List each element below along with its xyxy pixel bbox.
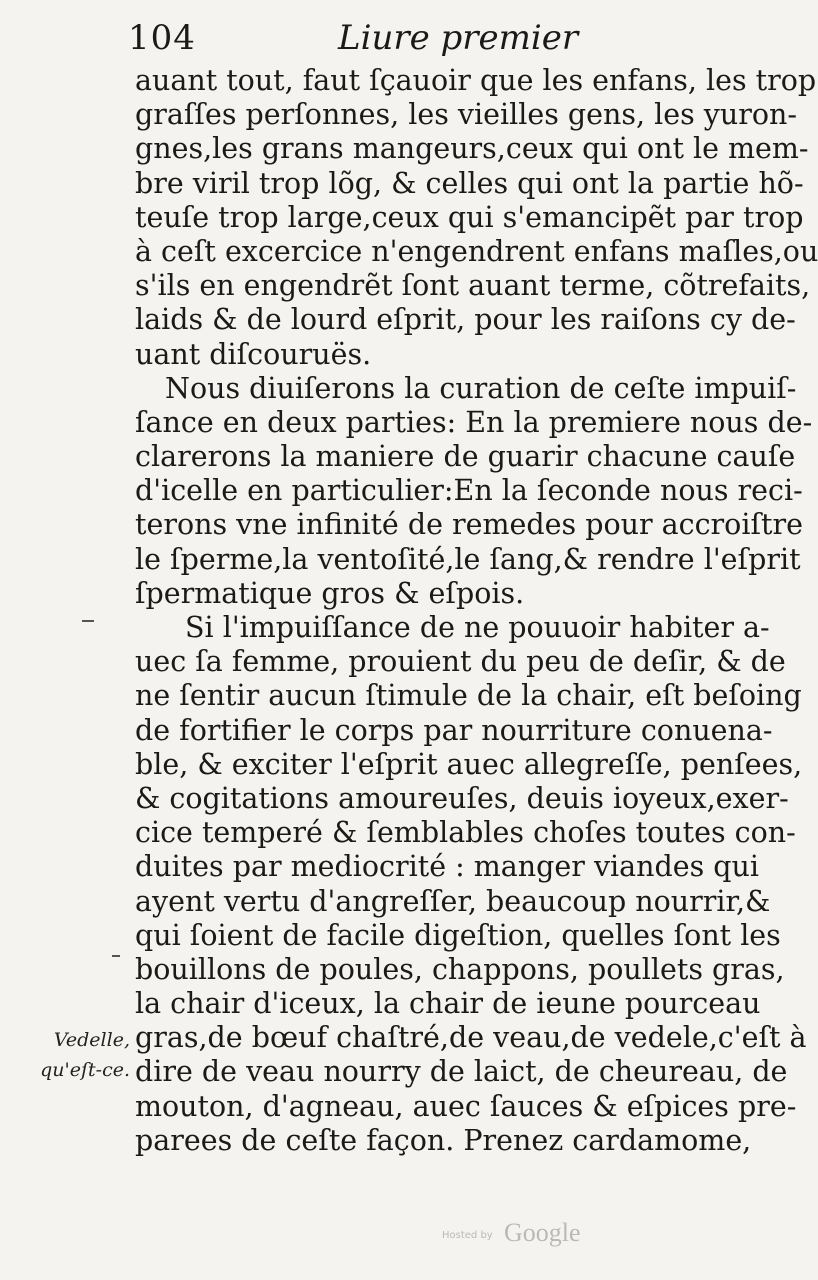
page-number: 104 [128, 18, 196, 58]
running-title: Liure premier [338, 18, 579, 58]
text-line: uec ſa femme, prouient du peu de deſir, & de [135, 645, 786, 679]
margin-tick-mark [82, 620, 94, 622]
text-line: Si l'impuiſſance de ne pouuoir habiter a- [185, 611, 770, 644]
margin-note [30, 1025, 130, 1085]
text-line: & cogitations amoureuſes, deuis ioyeux,exer- [135, 781, 789, 815]
margin-note-line: qu'eſt-ce. [40, 1059, 130, 1081]
text-line: le ſperme,la ventoſité,le ſang,& rendre l'eſprit [135, 542, 801, 576]
text-line: s'ils en engendrẽt ſont auant terme, cõtrefaits, [135, 269, 811, 303]
hosted-by-google-watermark [442, 1218, 602, 1258]
hosted-by-label: Hosted by [442, 1230, 493, 1241]
text-line: ayent vertu d'angreſſer, beaucoup nourrir,& [135, 884, 771, 918]
text-line: graſſes perſonnes, les vieilles gens, les yuron- [135, 98, 798, 132]
text-line: laids & de lourd eſprit, pour les raiſons cy de- [135, 303, 796, 337]
text-line: clarerons la maniere de guarir chacune cauſe [135, 440, 796, 474]
text-line: à ceſt excercice n'engendrent enfans maſles,ou [135, 234, 818, 268]
text-line: auant tout, faut ſçauoir que les enfans, les trop [135, 64, 817, 97]
text-line: terons vne infinité de remedes pour accroiſtre [135, 508, 803, 542]
text-line: bouillons de poules, chappons, poullets gras, [135, 952, 785, 986]
text-line: dire de veau nourry de laict, de cheureau, de [135, 1055, 788, 1089]
text-line: ne ſentir aucun ſtimule de la chair, eſt beſoing [135, 679, 802, 713]
text-line: d'icelle en particulier:En la ſeconde nous reci- [135, 474, 803, 508]
body-text [135, 64, 818, 1158]
text-line: qui ſoient de facile digeſtion, quelles ſont les [135, 918, 781, 952]
text-line: parees de ceſte façon. Prenez cardamome, [135, 1123, 752, 1157]
text-line: ſance en deux parties: En la premiere nous de- [135, 405, 813, 439]
text-line: la chair d'iceux, la chair de ieune pourceau [135, 987, 761, 1021]
google-logo-text: Google [504, 1218, 581, 1247]
text-line: mouton, d'agneau, auec ſauces & eſpices pre- [135, 1089, 797, 1123]
text-line: cice temperé & ſemblables choſes toutes con- [135, 816, 796, 850]
text-line: de fortifier le corps par nourriture conuena- [135, 713, 773, 747]
text-line: gnes,les grans mangeurs,ceux qui ont le mem- [135, 132, 809, 166]
text-line: gras,de bœuf chaſtré,de veau,de vedele,c'eſt à [135, 1021, 807, 1055]
text-line: bre viril trop lõg, & celles qui ont la partie hõ- [135, 166, 804, 200]
page-header [128, 18, 688, 64]
text-line: duites par mediocrité : manger viandes qui [135, 850, 760, 884]
margin-tick-mark [112, 955, 120, 957]
text-line: uant diſcouruës. [135, 337, 372, 371]
text-line: teuſe trop large,ceux qui s'emancipẽt par trop [135, 200, 804, 234]
text-line: ble, & exciter l'eſprit auec allegreſſe, penſees, [135, 747, 803, 781]
text-line: Nous diuiſerons la curation de ceſte impuiſ- [165, 371, 797, 405]
text-line: ſpermatique gros & eſpois. [135, 576, 525, 610]
margin-note-line: Vedelle, [53, 1029, 130, 1051]
